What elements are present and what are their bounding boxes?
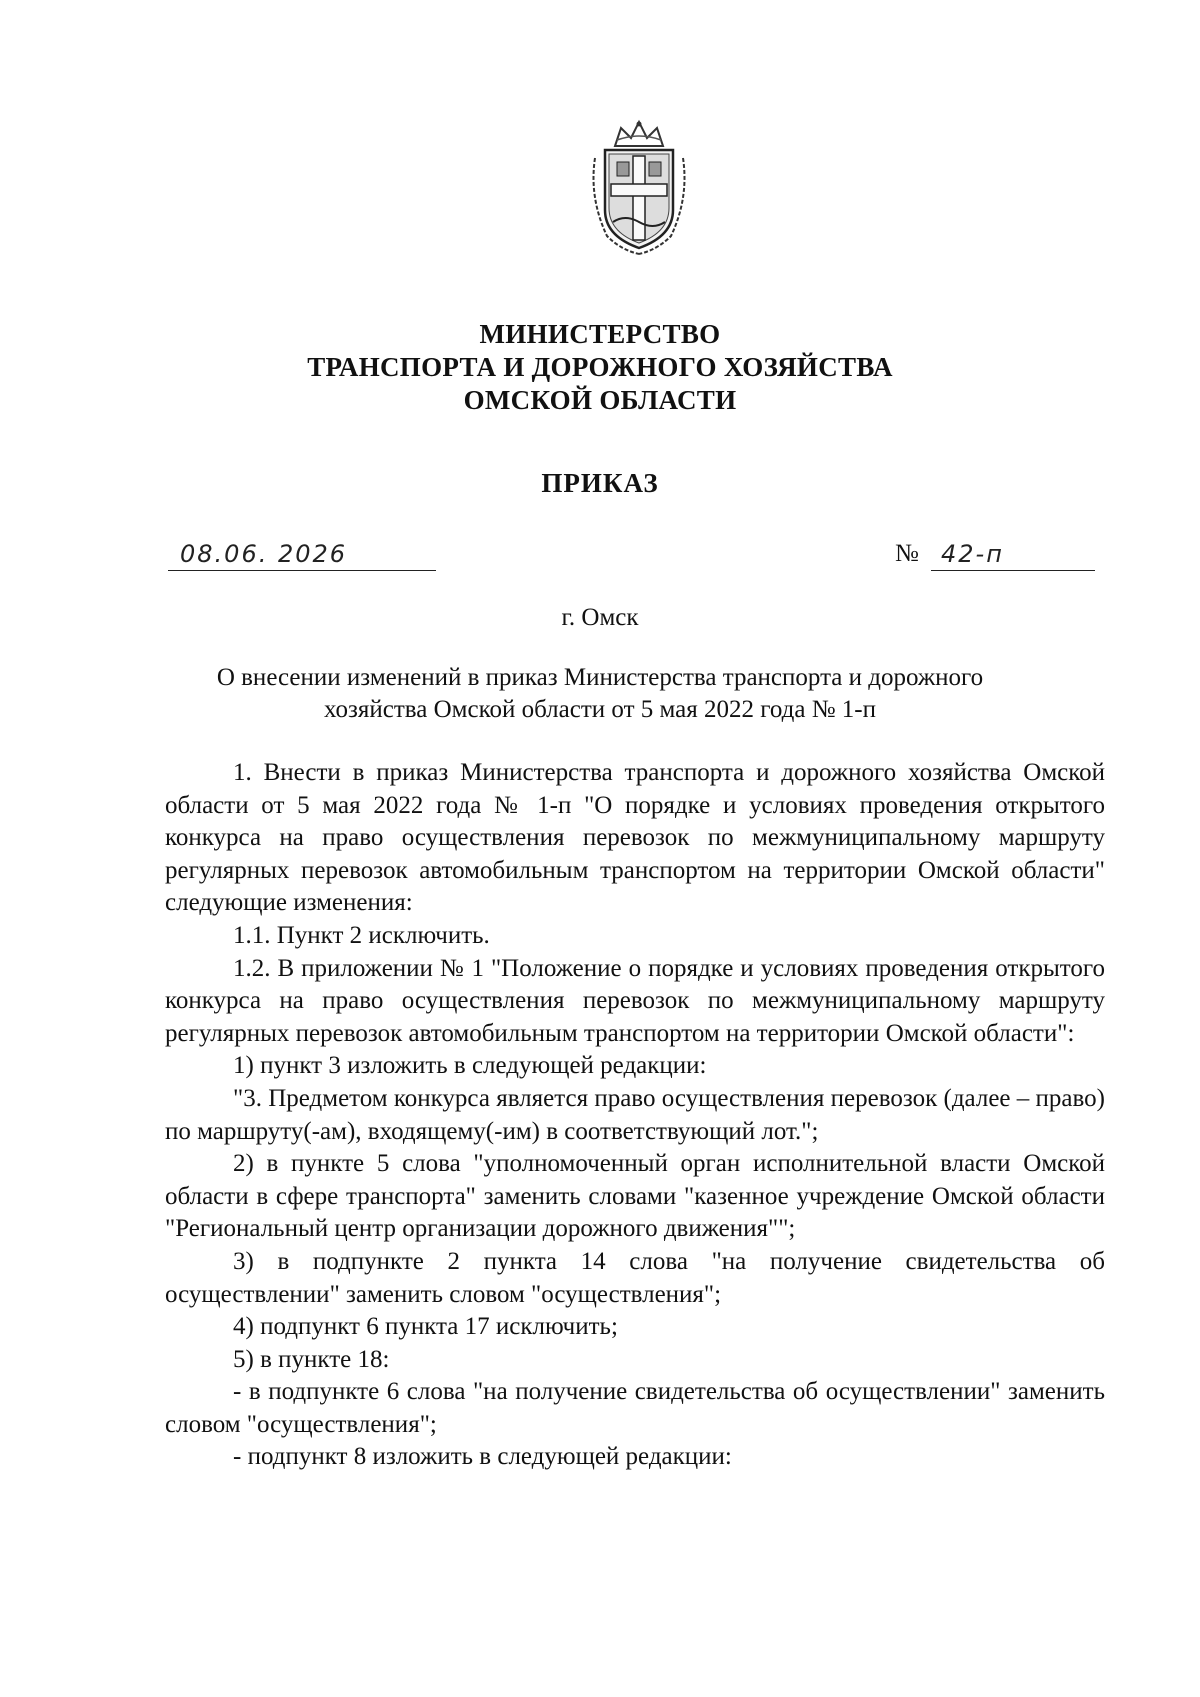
subject-line: О внесении изменений в приказ Министерства транспорта и дорожного xyxy=(216,664,984,691)
body-paragraph: 3) в подпункте 2 пункта 14 слова "на получение свидетельства об осуществлении" заменить словом "осуществления"; xyxy=(165,1247,1105,1308)
body-paragraph: 1) пункт 3 изложить в следующей редакции: xyxy=(233,1052,707,1080)
body-paragraph: 1. Внести в приказ Министерства транспорта и дорожного хозяйства Омской области от 5 мая 2022 года № 1-п "О порядке и условиях проведения открытого конкурса на право осуществления перевозок по межмуниципальному маршруту регулярных перевозок автомобильным транспортом на территории Омской области" следующие изменения: xyxy=(165,759,1105,917)
ministry-header xyxy=(0,318,1200,417)
body-paragraph: 2) в пункте 5 слова "уполномоченный орган исполнительной власти Омской области в сфере транспорта" заменить словами "казенное учреждение Омской области "Региональный центр организации дорожного движения""; xyxy=(165,1150,1105,1243)
body-paragraph: 4) подпункт 6 пункта 17 исключить; xyxy=(233,1313,618,1341)
coat-of-arms-icon xyxy=(587,118,691,258)
body-paragraph: 1.2. В приложении № 1 "Положение о порядке и условиях проведения открытого конкурса на право осуществления перевозок по межмуниципальному маршруту регулярных перевозок автомобильным транспортом на территории Омской области": xyxy=(165,954,1105,1047)
order-date-field xyxy=(168,536,436,571)
order-title: ПРИКАЗ xyxy=(541,468,659,498)
order-date: 08.06. 2026 xyxy=(180,540,348,568)
body-paragraph: 1.1. Пункт 2 исключить. xyxy=(233,921,490,949)
order-number-field xyxy=(895,536,1095,570)
ministry-header-line: ОМСКОЙ ОБЛАСТИ xyxy=(463,385,737,415)
body-paragraph: "3. Предметом конкурса является право осуществления перевозок (далее – право) по маршруту(-ам), входящему(-им) в соответствующий лот."; xyxy=(165,1084,1105,1145)
body-paragraph: - в подпункте 6 слова "на получение свидетельства об осуществлении" заменить словом "осуществления"; xyxy=(165,1378,1105,1438)
order-body xyxy=(165,757,1105,1474)
body-paragraph: - подпункт 8 изложить в следующей редакции: xyxy=(233,1443,732,1471)
ministry-header-line: ТРАНСПОРТА И ДОРОЖНОГО ХОЗЯЙСТВА xyxy=(307,352,893,382)
number-sign: № xyxy=(895,540,919,567)
body-paragraph: 5) в пункте 18: xyxy=(233,1345,390,1373)
ministry-header-line: МИНИСТЕРСТВО xyxy=(479,319,721,349)
subject-line: хозяйства Омской области от 5 мая 2022 года № 1-п xyxy=(323,696,877,723)
order-number: 42-п xyxy=(941,540,1004,568)
order-city: г. Омск xyxy=(561,604,639,631)
order-subject xyxy=(150,662,1050,726)
order-number-underline xyxy=(931,536,1095,571)
